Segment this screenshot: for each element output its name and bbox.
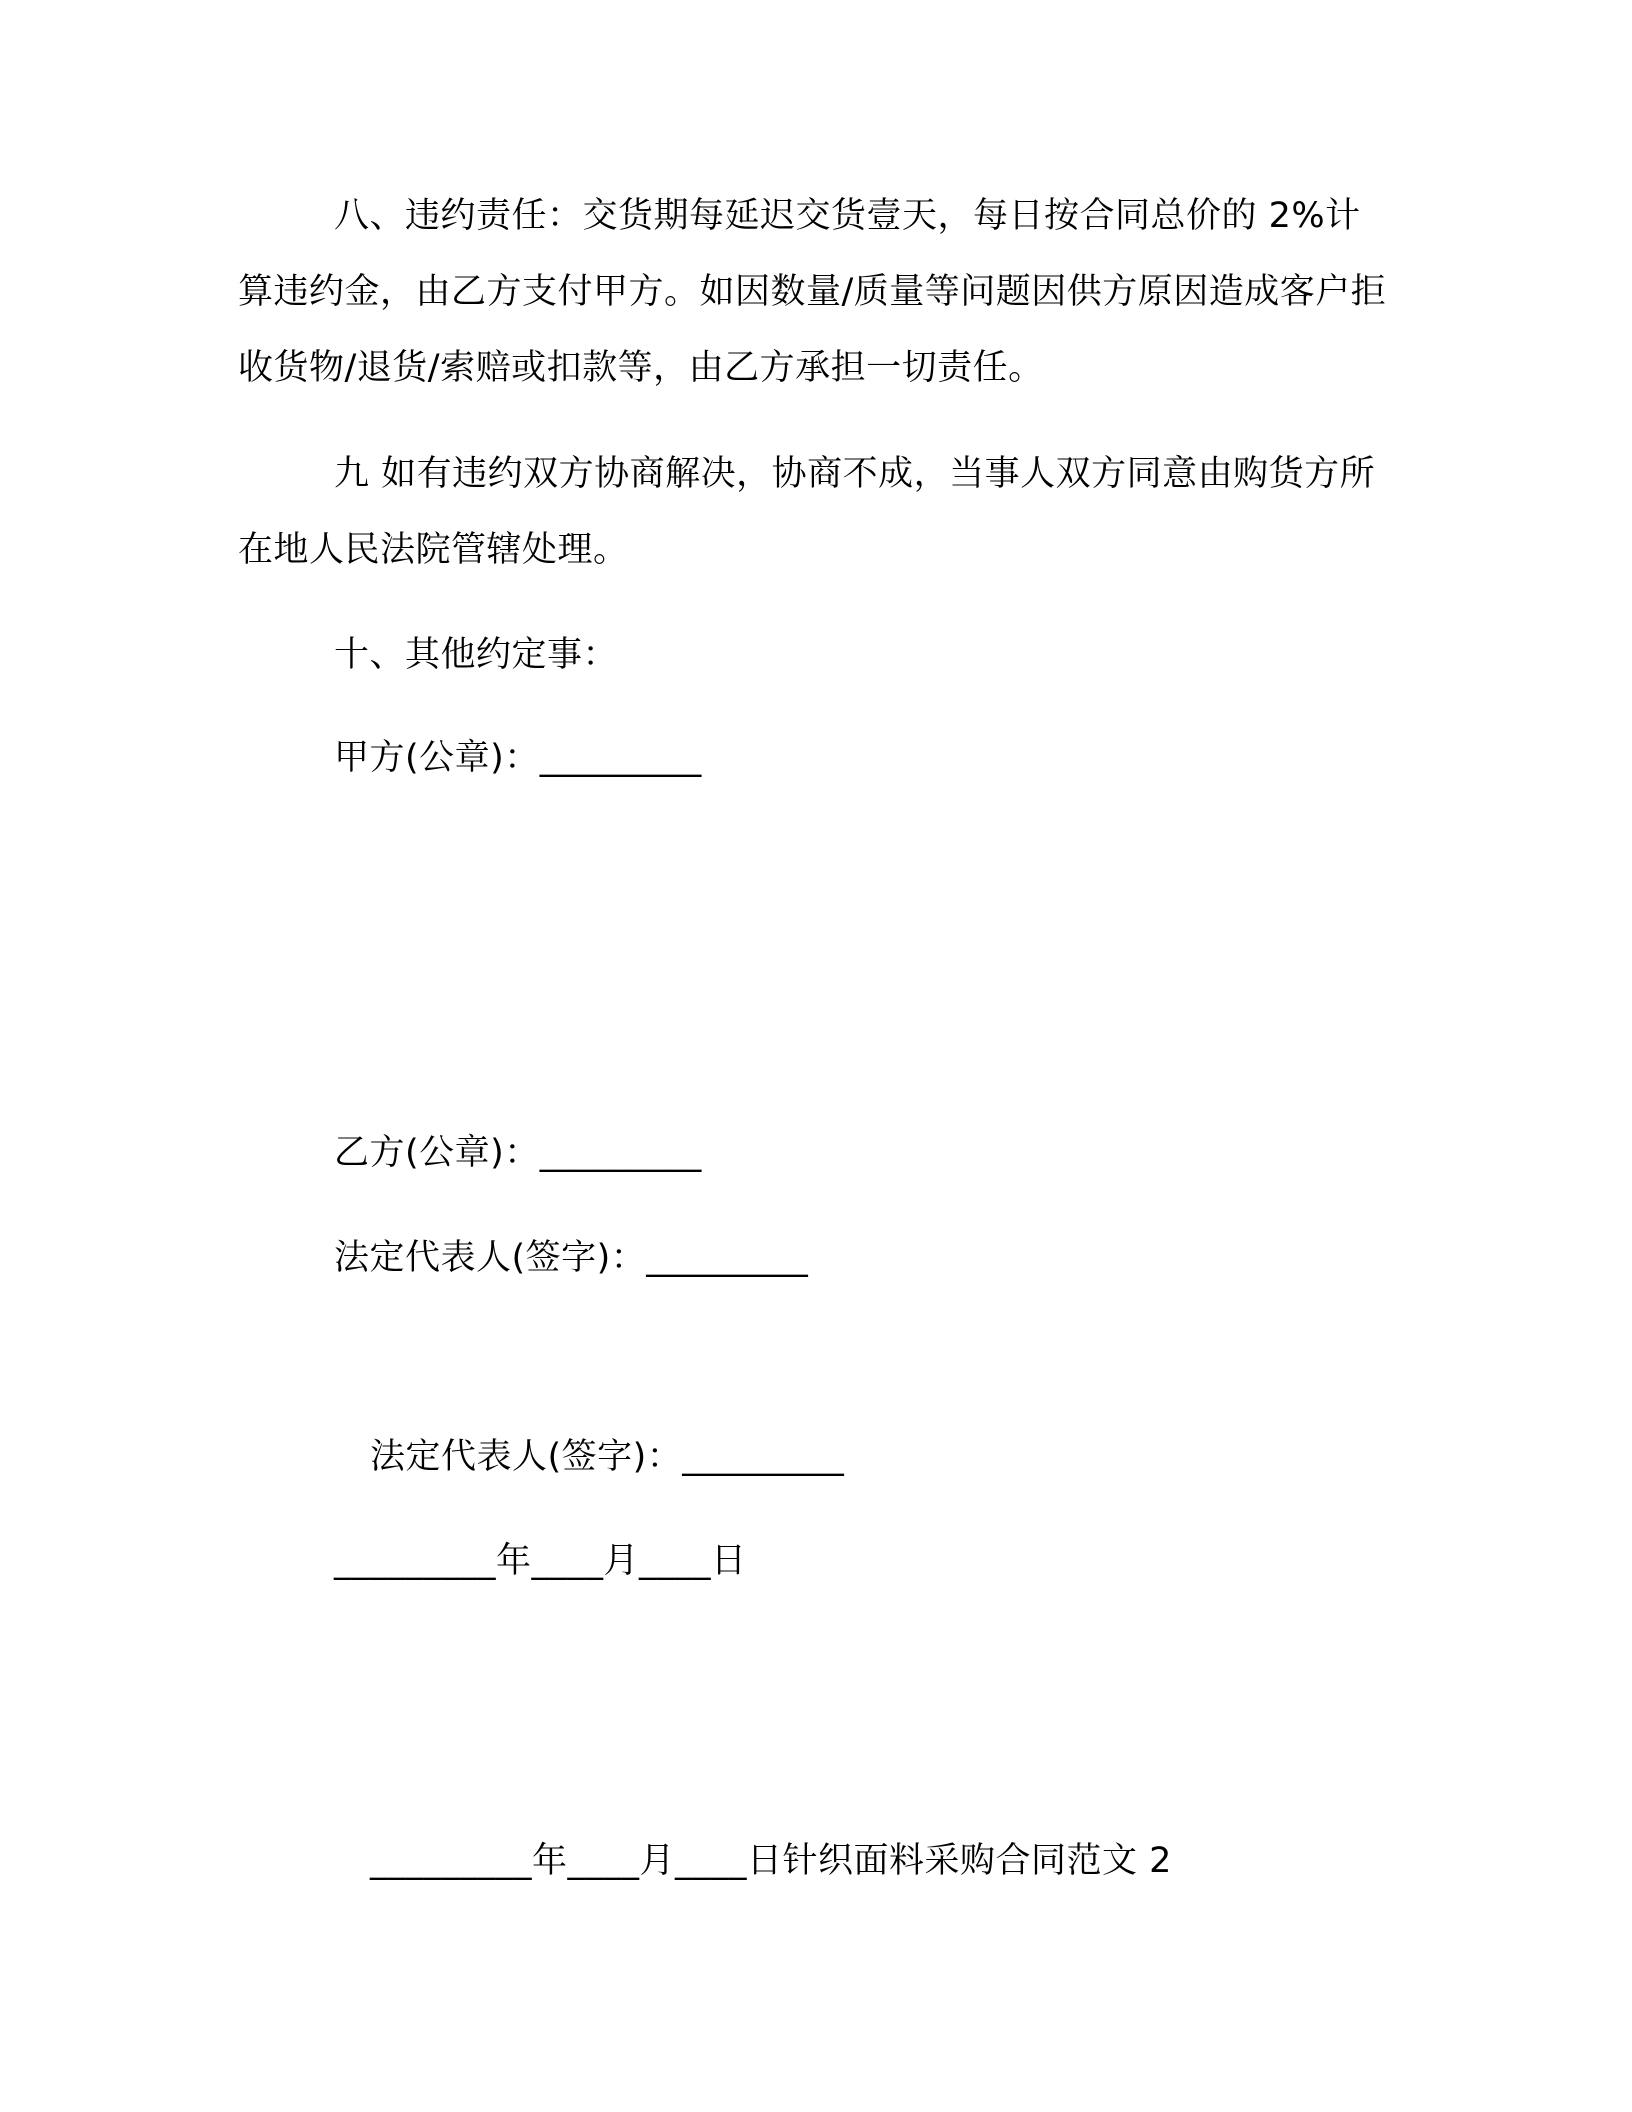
legal-representative-signature-line-1: 法定代表人(签字)：_________ xyxy=(334,1238,809,1278)
party-a-seal-line: 甲方(公章)：_________ xyxy=(334,738,702,778)
clause-9-paragraph: 九 如有违约双方协商解决，协商不成，当事人双方同意由购货方所在地人民法院管辖处理。 xyxy=(238,454,1376,570)
clause-10-heading: 十、其他约定事： xyxy=(334,635,619,675)
legal-representative-signature-line-2: 法定代表人(签字)：_________ xyxy=(370,1437,845,1477)
footer-date-title-line: _________年____月____日针织面料采购合同范文 2 xyxy=(370,1841,1172,1881)
party-b-seal-line: 乙方(公章)：_________ xyxy=(334,1133,702,1173)
clause-8-paragraph: 八、违约责任：交货期每延迟交货壹天，每日按合同总价的 2%计算违约金，由乙方支付甲方。如因数量/质量等问题因供方原因造成客户拒收货物/退货/索赔或扣款等，由乙方承担一切责任。 xyxy=(238,196,1387,388)
date-line: _________年____月____日 xyxy=(334,1541,747,1581)
